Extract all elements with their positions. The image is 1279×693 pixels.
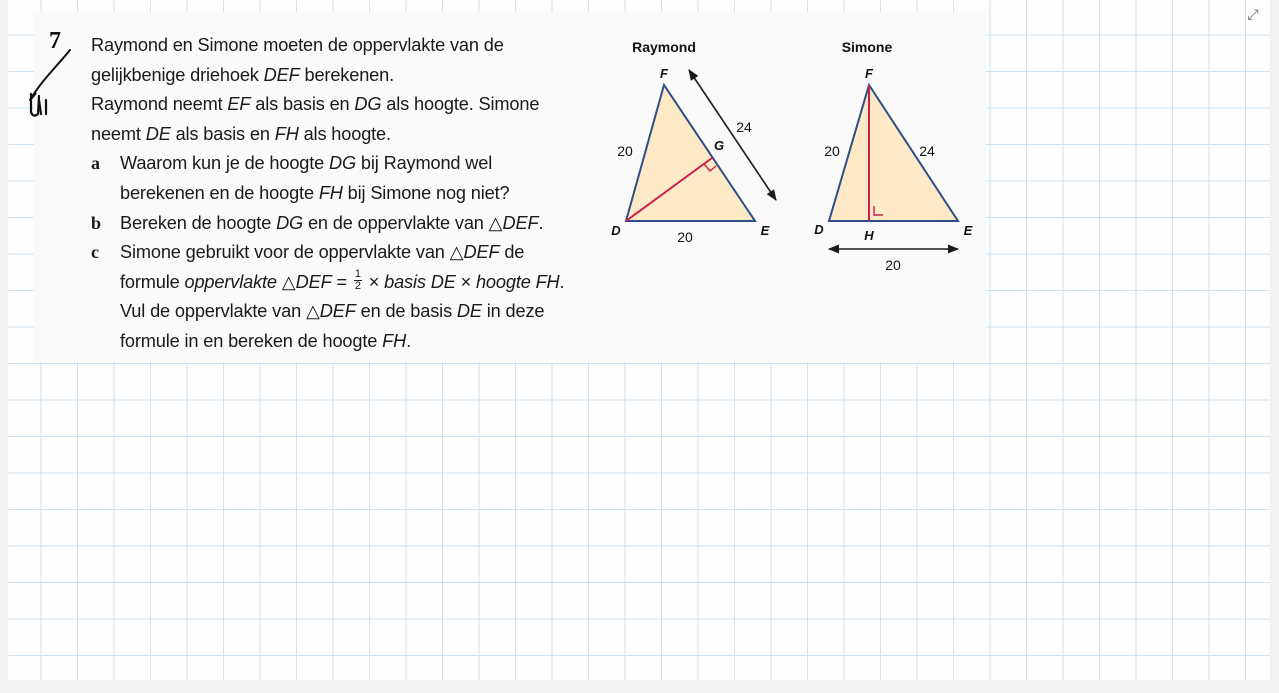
simone-side-de: 20 bbox=[885, 257, 901, 273]
raymond-side-ef: 24 bbox=[736, 119, 752, 135]
question-c-label: c bbox=[91, 242, 99, 263]
simone-figure bbox=[814, 39, 972, 273]
fraction-half: $\frac{1}{2}$ bbox=[354, 268, 361, 293]
question-c: c Simone gebruikt voor de oppervlakte van △DEF de bbox=[91, 238, 611, 268]
simone-title: Simone bbox=[841, 39, 893, 55]
simone-vertex-h: H bbox=[864, 228, 874, 243]
simone-side-df: 20 bbox=[824, 143, 840, 159]
exercise-number: 7 bbox=[49, 28, 61, 54]
intro-line-1: Raymond en Simone moeten de oppervlakte van de bbox=[91, 35, 504, 55]
simone-vertex-f: F bbox=[865, 66, 873, 81]
simone-vertex-d: D bbox=[814, 222, 824, 237]
question-c-formula: formule oppervlakte △DEF = $\frac{1}{2}$ × basis DE × hoogte FH. bbox=[120, 268, 565, 293]
simone-side-ef: 24 bbox=[919, 143, 935, 159]
intro-line-3: Raymond neemt EF als basis en DG als hoogte. Simone bbox=[91, 94, 540, 115]
exercise-text bbox=[91, 31, 611, 357]
raymond-figure bbox=[611, 39, 776, 245]
question-a-label: a bbox=[91, 153, 100, 174]
intro-line-2: gelijkbenige driehoek DEF berekenen. bbox=[91, 64, 394, 85]
simone-vertex-e: E bbox=[963, 223, 973, 238]
raymond-side-df: 20 bbox=[617, 143, 633, 159]
simone-triangle bbox=[829, 85, 958, 221]
raymond-vertex-e: E bbox=[760, 223, 770, 238]
raymond-triangle bbox=[626, 85, 755, 221]
raymond-vertex-d: D bbox=[611, 223, 621, 238]
question-c-cont-2: formule in en bereken de hoogte FH. bbox=[120, 330, 411, 351]
triangle-figures bbox=[600, 30, 990, 280]
handwritten-annotation bbox=[24, 40, 84, 130]
question-a-cont: berekenen en de hoogte FH bij Simone nog niet? bbox=[120, 182, 510, 203]
expand-icon[interactable]: ⤢ bbox=[1247, 7, 1259, 23]
raymond-title: Raymond bbox=[632, 39, 696, 55]
question-b: b Bereken de hoogte DG en de oppervlakte van △DEF. bbox=[91, 209, 611, 239]
raymond-vertex-f: F bbox=[660, 66, 668, 81]
question-a: a Waarom kun je de hoogte DG bij Raymond wel bbox=[91, 149, 611, 179]
question-b-label: b bbox=[91, 212, 101, 233]
question-c-cont-1: Vul de oppervlakte van △DEF en de basis DE in deze bbox=[120, 301, 545, 322]
intro-line-4: neemt DE als basis en FH als hoogte. bbox=[91, 123, 391, 144]
raymond-side-de: 20 bbox=[677, 229, 693, 245]
raymond-vertex-g: G bbox=[713, 138, 725, 153]
